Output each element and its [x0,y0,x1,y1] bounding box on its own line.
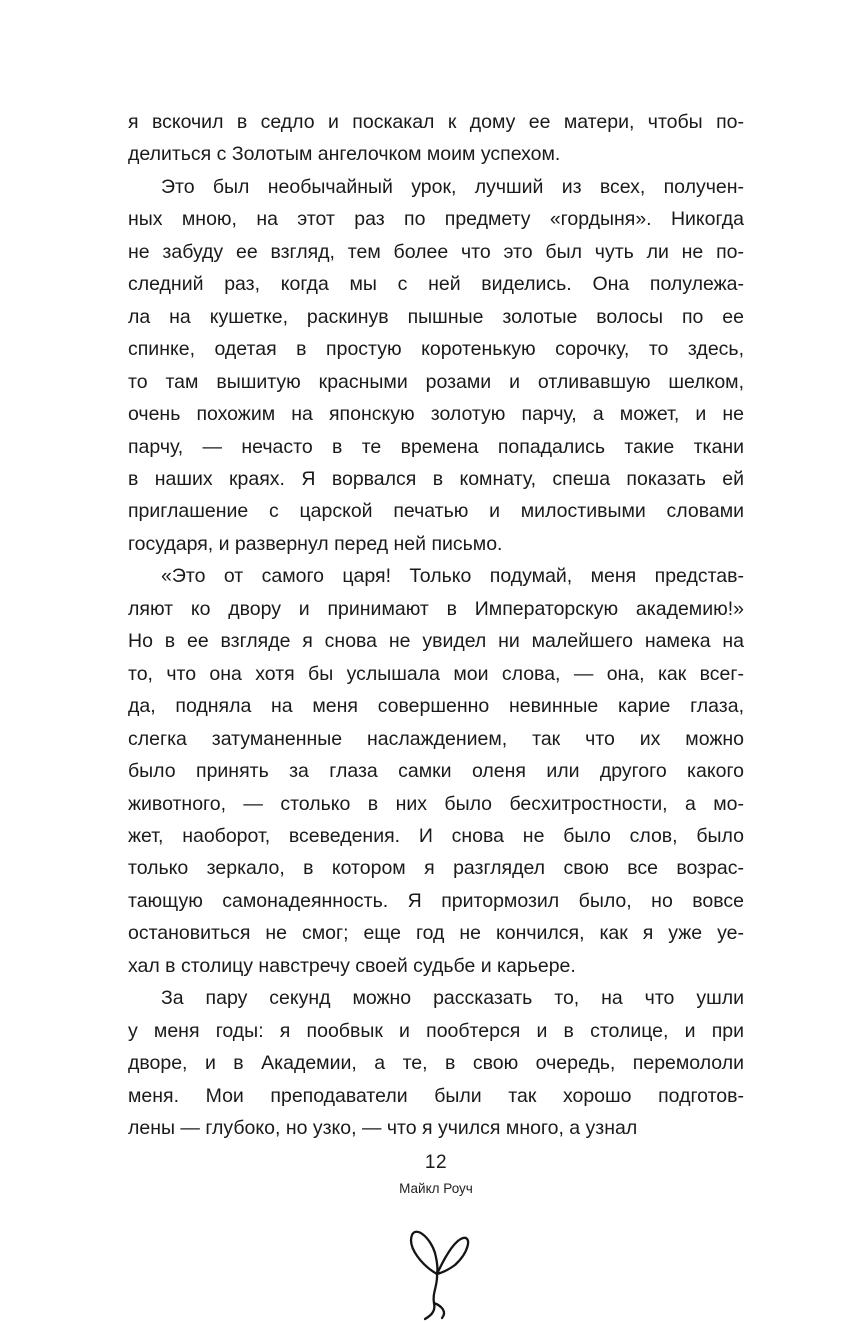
text-line: животного, — столько в них было бесхитростности, а мо- [128,792,744,815]
text-line: жет, наоборот, всеведения. И снова не было слов, было [128,824,744,847]
text-line: приглашение с царской печатью и милостивыми словами [128,500,744,523]
paragraph [128,106,744,171]
text-line: государя, и развернул перед ней письмо. [128,532,503,555]
text-line: За пару секунд можно рассказать то, на что ушли [161,987,744,1010]
text-line: очень похожим на японскую золотую парчу, а может, и не [128,403,744,426]
page-footer [128,1152,744,1196]
text-line: ла на кушетке, раскинув пышные золотые волосы по ее [128,305,744,328]
text-line: то, что она хотя бы услышала мои слова, — она, как всег- [128,662,744,685]
text-line: спинке, одетая в простую коротенькую сорочку, то здесь, [128,338,744,361]
text-line: я вскочил в седло и поскакал к дому ее матери, чтобы по- [128,111,744,133]
text-line: у меня годы: я пообвык и пообтерся и в столице, и при [128,1019,744,1042]
text-line: ных мною, на этот раз по предмету «гордыня». Никогда [128,208,744,231]
text-line: дворе, и в Академии, а те, в свою очередь, перемололи [128,1052,744,1075]
author-name: Майкл Роуч [399,1181,473,1196]
text-line: да, подняла на меня совершенно невинные карие глаза, [128,695,744,718]
text-line: Но в ее взгляде я снова не увидел ни малейшего намека на [128,630,744,653]
text-line: то там вышитую красными розами и отливавшую шелком, [128,370,744,393]
text-line: ляют ко двору и принимают в Императорскую академию!» [128,597,744,620]
paragraph [128,560,744,982]
text-line: «Это от самого царя! Только подумай, меня представ- [161,565,744,588]
plant-doodle-icon [392,1222,482,1314]
paragraph [128,171,744,560]
text-line: остановиться не смог; еще год не кончился, как я уже уе- [128,922,744,945]
text-line: только зеркало, в котором я разглядел свою все возрас- [128,857,744,880]
text-line: было принять за глаза самки оленя или другого какого [128,760,744,783]
text-line: в наших краях. Я ворвался в комнату, спеша показать ей [128,467,744,490]
text-line: лены — глубоко, но узко, — что я учился много, а узнал [128,1117,638,1140]
text-line: слегка затуманенные наслаждением, так что их можно [128,727,744,750]
text-block [128,106,744,1145]
text-line: парчу, — нечасто в те времена попадались такие ткани [128,435,744,458]
text-line: Это был необычайный урок, лучший из всех, получен- [161,175,744,198]
paragraph [128,982,744,1144]
page-number: 12 [424,1152,448,1173]
text-line: хал в столицу навстречу своей судьбе и карьере. [128,954,576,977]
text-line: следний раз, когда мы с ней виделись. Она полулежа- [128,273,744,296]
text-line: тающую самонадеянность. Я притормозил было, но вовсе [128,889,744,912]
text-line: делиться с Золотым ангелочком моим успехом. [128,143,561,166]
text-line: не забуду ее взгляд, тем более что это был чуть ли не по- [128,240,744,263]
text-line: меня. Мои преподаватели были так хорошо подготов- [128,1084,744,1107]
